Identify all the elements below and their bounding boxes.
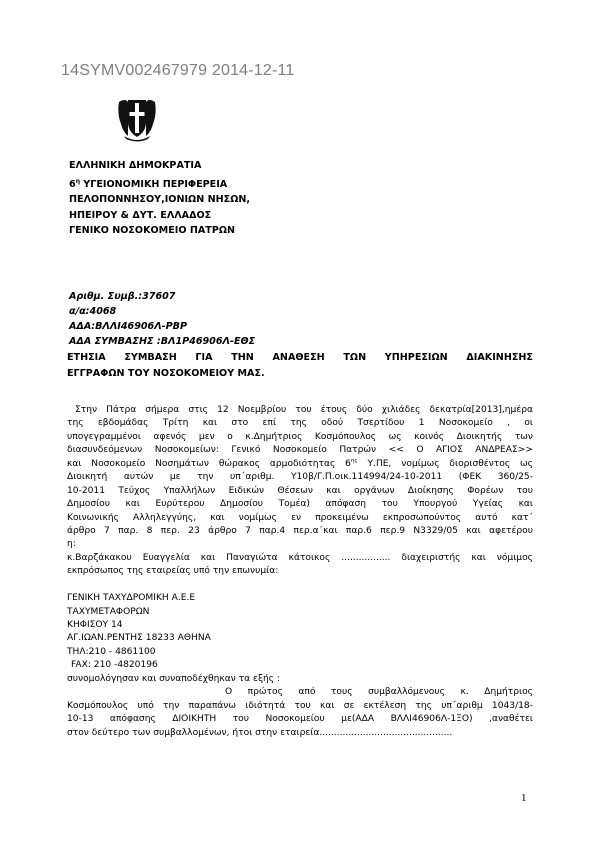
contract-title-line-2: ΕΓΓΡΑΦΩΝ ΤΟΥ ΝΟΣΟΚΟΜΕΙΟΥ ΜΑΣ. [67, 368, 265, 379]
body-line: Ο πρώτος από τους συμβαλλόμενους κ. Δημήτριος [225, 687, 533, 698]
document-id-stamp: 14SYMV002467979 2014-12-11 [61, 62, 295, 79]
body-line: η: [67, 539, 76, 550]
serial-number: α/α:4068 [69, 306, 117, 317]
body-line: διασυνδεόμενων Νοσοκομείων: Γενικό Νοσοκομείο Πατρών << Ο ΑΓΙΟΣ ΑΝΔΡΕΑΣ>> [67, 445, 533, 456]
company-fax: FAX: 210 -4820196 [71, 660, 158, 671]
body-line: Στην Πάτρα σήμερα στις 12 Νοεμβρίου του έτους δύο χιλιάδες δεκατρία[2013],ημέρα [75, 405, 533, 415]
contract-ada-code: ΑΔΑ ΣΥΜΒΑΣΗΣ :ΒΛ1Ρ46906Λ-ΕΘΣ [69, 336, 256, 347]
issuer-header [69, 158, 250, 239]
body-line: της εβδομάδας Τρίτη και στο επί της οδού Τσερτίδου 1 Νοσοκομείο , οι [67, 418, 533, 429]
contract-references [69, 289, 255, 349]
company-street: ΚΗΦΙΣΟΥ 14 [67, 620, 123, 630]
header-line-epirus: ΗΠΕΙΡΟΥ & ΔΥΤ. ΕΛΛΑΔΟΣ [69, 209, 212, 221]
blank-line [67, 579, 533, 592]
company-name-cont: ΤΑΧΥΜΕΤΑΦΟΡΩΝ [67, 606, 150, 617]
contract-body [67, 404, 533, 740]
hellenic-republic-emblem-icon [115, 96, 159, 142]
body-line: Κοσμόπουλος υπό την παραπάνω ιδιότητά του και σε εκτέλεση της υπ΄αριθμ 1043/18- [67, 700, 533, 711]
header-line-hospital: ΓΕΝΙΚΟ ΝΟΣΟΚΟΜΕΙΟ ΠΑΤΡΩΝ [69, 225, 236, 236]
body-line: συνομολόγησαν και συναποδέχθηκαν τα εξής : [67, 673, 281, 684]
header-line-health-region: $6^\eta$ ΥΓΕΙΟΝΟΜΙΚΗ ΠΕΡΙΦΕΡΕΙΑ [69, 177, 228, 190]
page-number: 1 [521, 792, 527, 804]
contract-title-line-1: ΕΤΗΣΙΑ ΣΥΜΒΑΣΗ ΓΙΑ ΤΗΝ ΑΝΑΘΕΣΗ ΤΩΝ ΥΠΗΡΕΣΙΩΝ ΔΙΑΚΙΝΗΣΗΣ [67, 352, 533, 363]
body-line: εκπρόσωπος της εταιρείας υπό την επωνυμία: [67, 566, 279, 577]
body-line: 10-2011 Τεύχος Υπαλλήλων Ειδικών Θέσεων και οργάνων Διοίκησης Φορέων του [67, 485, 533, 496]
body-line: Κοινωνικής Αλληλεγγύης, και νομίμως εν προκειμένω εκπροσωπούντος αυτό κατ΄ [67, 512, 533, 523]
company-phone: ΤΗΛ:210 - 4861100 [67, 646, 156, 657]
body-line: στον δεύτερο των συμβαλλομένων, ήτοι στην εταιρεία.............................................. [67, 727, 453, 738]
body-line: κ.Βαρζάκακου Ευαγγελία και Παναγιώτα κάτοικος ................. διαχειριστής και νόμιμος [67, 552, 533, 563]
header-line-peloponnese: ΠΕΛΟΠΟΝΝΗΣΟΥ,ΙΟΝΙΩΝ ΝΗΣΩΝ, [69, 194, 251, 205]
body-line: υπογεγραμμένοι αφενός μεν ο κ.Δημήτριος Κοσμόπουλος ως κοινός Διοικητής των [67, 431, 533, 442]
body-line: Δημοσίου και Ευρύτερου Δημοσίου Τομέα) απόφαση του Υπουργού Υγείας και [67, 499, 533, 510]
body-line: 10-13 απόφασης ΔΙΟΙΚΗΤΗ του Νοσοκομείου με(ΑΔΑ ΒΛΛΙ46906Λ-1ΞΟ) ,αναθέτει [67, 714, 533, 725]
company-name: ΓΕΝΙΚΗ ΤΑΧΥΔΡΟΜΙΚΗ Α.Ε.Ε [67, 593, 196, 604]
company-city: ΑΓ.ΙΩΑΝ.ΡΕΝΤΗΣ 18233 ΑΘΗΝΑ [67, 633, 211, 644]
header-line-republic: ΕΛΛΗΝΙΚΗ ΔΗΜΟΚΡΑΤΙΑ [69, 160, 202, 171]
body-line: και Νοσοκομείο Νοσημάτων θώρακος αρμοδιότητας $6^{\eta\varsigma}$ Υ.ΠΕ, νομίμως διορισθέντος ως [67, 457, 533, 469]
contract-number: Αριθμ. Συμβ.:37607 [69, 291, 176, 302]
body-line: άρθρο 7 παρ. 8 περ. 23 άρθρο 7 παρ.4 περ.α΄και παρ.6 περ.9 Ν3329/05 και αφετέρου [67, 525, 533, 536]
body-line: Διοικητή αυτών με την υπ΄αριθμ. Υ10β/Γ.Π.οικ.114994/24-10-2011 (ΦΕΚ 360/25- [67, 472, 533, 483]
ada-code: ΑΔΑ:ΒΛΛΙ46906Λ-ΡΒΡ [69, 321, 188, 332]
